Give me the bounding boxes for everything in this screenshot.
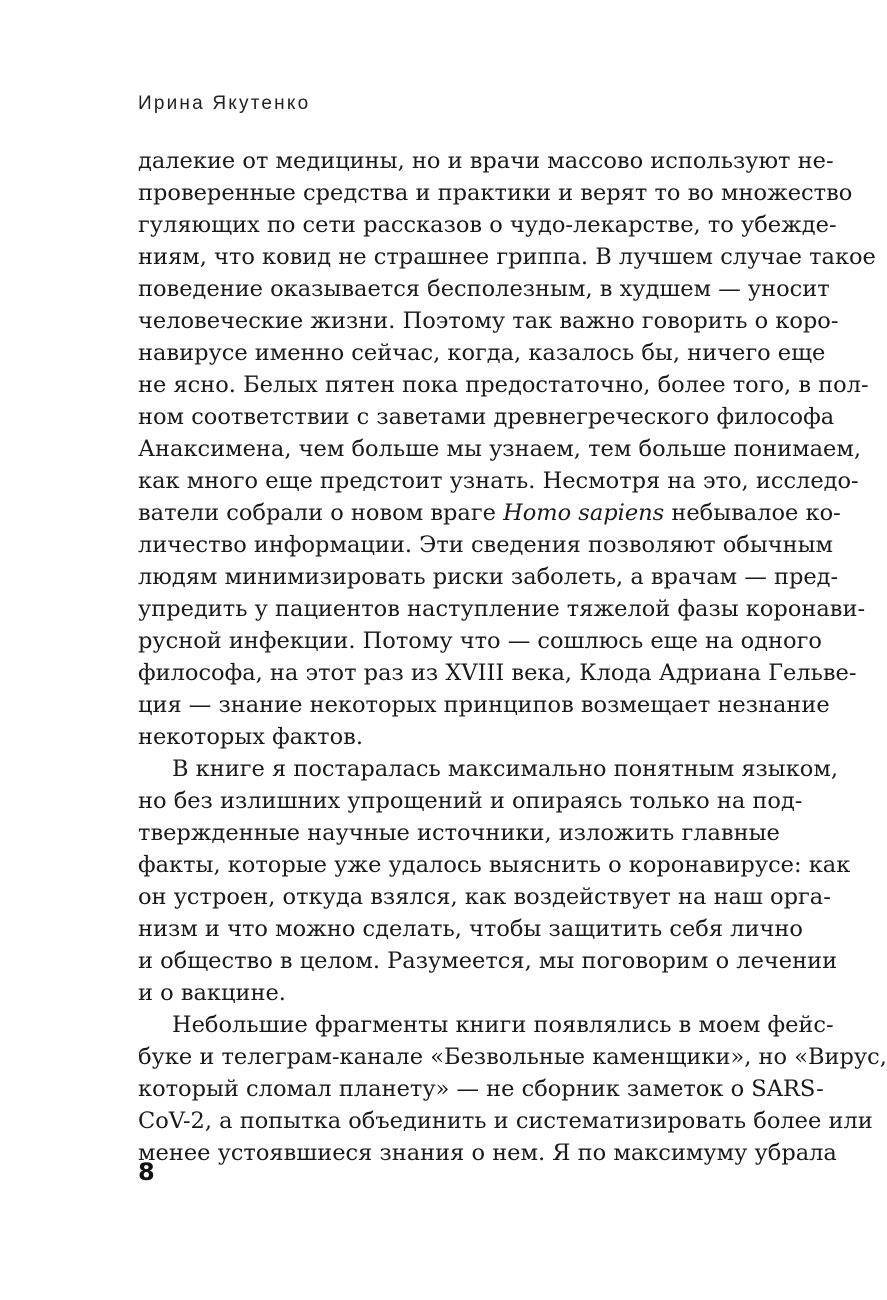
italic-term: Homo sapiens <box>503 500 665 526</box>
text-line: и о вакцине. <box>138 980 286 1006</box>
text-line: далекие от медицины, но и врачи массово используют не- <box>138 148 834 174</box>
text-line: гуляющих по сети рассказов о чудо-лекарстве, то убежде- <box>138 212 837 238</box>
text-line: человеческие жизни. Поэтому так важно говорить о коро- <box>138 308 839 334</box>
text-line: людям минимизировать риски заболеть, а врачам — пред- <box>138 564 839 590</box>
line-segment: ватели собрали о новом враге <box>138 500 504 526</box>
body-text <box>138 145 887 1169</box>
line-segment: небывалое ко- <box>664 500 841 526</box>
text-line: ном соответствии с заветами древнегреческого философа <box>138 404 835 430</box>
text-line: и общество в целом. Разумеется, мы поговорим о лечении <box>138 948 838 974</box>
text-line: он устроен, откуда взялся, как воздействует на наш орга- <box>138 884 831 910</box>
text-line: философа, на этот раз из XVIII века, Клода Адриана Гельве- <box>138 660 857 686</box>
text-line-with-italic <box>138 497 841 529</box>
text-line: Анаксимена, чем больше мы узнаем, тем больше понимаем, <box>138 436 861 462</box>
text-line: как много еще предстоит узнать. Несмотря на это, исследо- <box>138 468 859 494</box>
page-number: 8 <box>138 1158 155 1186</box>
text-line: факты, которые уже удалось выяснить о коронавирусе: как <box>138 852 851 878</box>
text-line: поведение оказывается бесполезным, в худшем — уносит <box>138 276 830 302</box>
text-line: русной инфекции. Потому что — сошлюсь еще на одного <box>138 628 822 654</box>
text-line: упредить у пациентов наступление тяжелой фазы коронави- <box>138 596 866 622</box>
text-line: некоторых фактов. <box>138 724 363 750</box>
text-line: не ясно. Белых пятен пока предостаточно, более того, в пол- <box>138 372 869 398</box>
paragraph-start-line: В книге я постаралась максимально понятным языком, <box>172 756 838 782</box>
text-line: который сломал планету» — не сборник заметок о SARS- <box>138 1076 824 1102</box>
text-line: проверенные средства и практики и верят то во множество <box>138 180 853 206</box>
text-line: низм и что можно сделать, чтобы защитить себя лично <box>138 916 803 942</box>
text-line: менее устоявшиеся знания о нем. Я по максимуму убрала <box>138 1140 837 1166</box>
text-line: но без излишних упрощений и опираясь только на под- <box>138 788 803 814</box>
text-line: личество информации. Эти сведения позволяют обычным <box>138 532 834 558</box>
paragraph-start-line: Небольшие фрагменты книги появлялись в моем фейс- <box>172 1012 834 1038</box>
text-line: твержденные научные источники, изложить главные <box>138 820 780 846</box>
text-line: CoV-2, а попытка объединить и систематизировать более или <box>138 1108 873 1134</box>
running-header-author: Ирина Якутенко <box>138 93 311 114</box>
text-line: буке и телеграм-канале «Безвольные каменщики», но «Вирус, <box>138 1044 887 1070</box>
text-line: навирусе именно сейчас, когда, казалось бы, ничего еще <box>138 340 826 366</box>
text-line: ция — знание некоторых принципов возмещает незнание <box>138 692 830 718</box>
text-line: ниям, что ковид не страшнее гриппа. В лучшем случае такое <box>138 244 876 270</box>
